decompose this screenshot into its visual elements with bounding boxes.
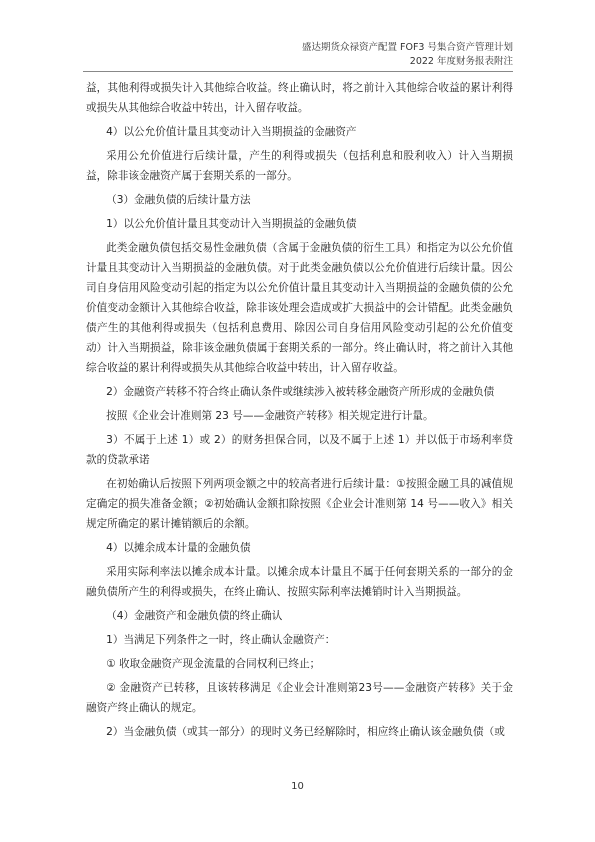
paragraph: ① 收取金融资产现金流量的合同权利已终止；	[106, 658, 321, 670]
header-divider	[83, 71, 513, 72]
document-body	[86, 78, 513, 742]
paragraph: 采用公允价值进行后续计量，产生的利得或损失（包括利息和股利收入）计入当期损益，除非该金融资产属于套期关系的一部分。	[86, 150, 513, 182]
paragraph: （4）金融资产和金融负债的终止确认	[106, 610, 283, 622]
paragraph: 1）以公允价值计量且其变动计入当期损益的金融负债	[106, 218, 357, 230]
paragraph: 2）当金融负债（或其一部分）的现时义务已经解除时，相应终止确认该金融负债（或	[106, 726, 505, 738]
header-plan-title: 盛达期货众禄资产配置 FOF3 号集合资产管理计划	[302, 42, 513, 53]
paragraph: 按照《企业会计准则第 23 号——金融资产转移》相关规定进行计量。	[106, 410, 434, 422]
paragraph: ② 金融资产已转移，且该转移满足《企业会计准则第23号——金融资产转移》关于金融资产终止确认的规定。	[86, 682, 513, 714]
paragraph: 2）金融资产转移不符合终止确认条件或继续涉入被转移金融资产所形成的金融负债	[106, 386, 495, 398]
paragraph: 3）不属于上述 1）或 2）的财务担保合同，以及不属于上述 1）并以低于市场利率贷款的贷款承诺	[86, 434, 513, 466]
header-report-title: 2022 年度财务报表附注	[409, 56, 513, 67]
paragraph: 此类金融负债包括交易性金融负债（含属于金融负债的衍生工具）和指定为以公允价值计量且其变动计入当期损益的金融负债。对于此类金融负债以公允价值进行后续计量。因公司自身信用风险变动引起的指定为以公允价值计量且其变动计入当期损益的金融负债的公允价值变动金额计入其他综合收益，除非该处理会造成或扩大损益中的会计错配。此类金融负债产生的其他利得或损失（包括利息费用、除因公司自身信用风险变动引起的公允价值变动）计入当期损益，除非该金融负债属于套期关系的一部分。终止确认时，将之前计入其他综合收益的累计利得或损失从其他综合收益中转出，计入留存收益。	[86, 242, 513, 374]
paragraph: （3）金融负债的后续计量方法	[106, 194, 251, 206]
paragraph: 益，其他利得或损失计入其他综合收益。终止确认时，将之前计入其他综合收益的累计利得或损失从其他综合收益中转出，计入留存收益。	[86, 82, 513, 114]
paragraph: 采用实际利率法以摊余成本计量。以摊余成本计量且不属于任何套期关系的一部分的金融负债所产生的利得或损失，在终止确认、按照实际利率法摊销时计入当期损益。	[86, 566, 513, 598]
paragraph: 1）当满足下列条件之一时，终止确认金融资产：	[106, 634, 336, 646]
paragraph: 4）以摊余成本计量的金融负债	[106, 542, 251, 554]
paragraph: 在初始确认后按照下列两项金额之中的较高者进行后续计量：①按照金融工具的减值规定确定的损失准备金额；②初始确认金额扣除按照《企业会计准则第 14 号——收入》相关规定所确定的累计摊销额后的余额。	[86, 478, 513, 530]
page-header	[302, 41, 513, 69]
page-number: 10	[291, 781, 304, 792]
paragraph: 4）以公允价值计量且其变动计入当期损益的金融资产	[106, 126, 357, 138]
